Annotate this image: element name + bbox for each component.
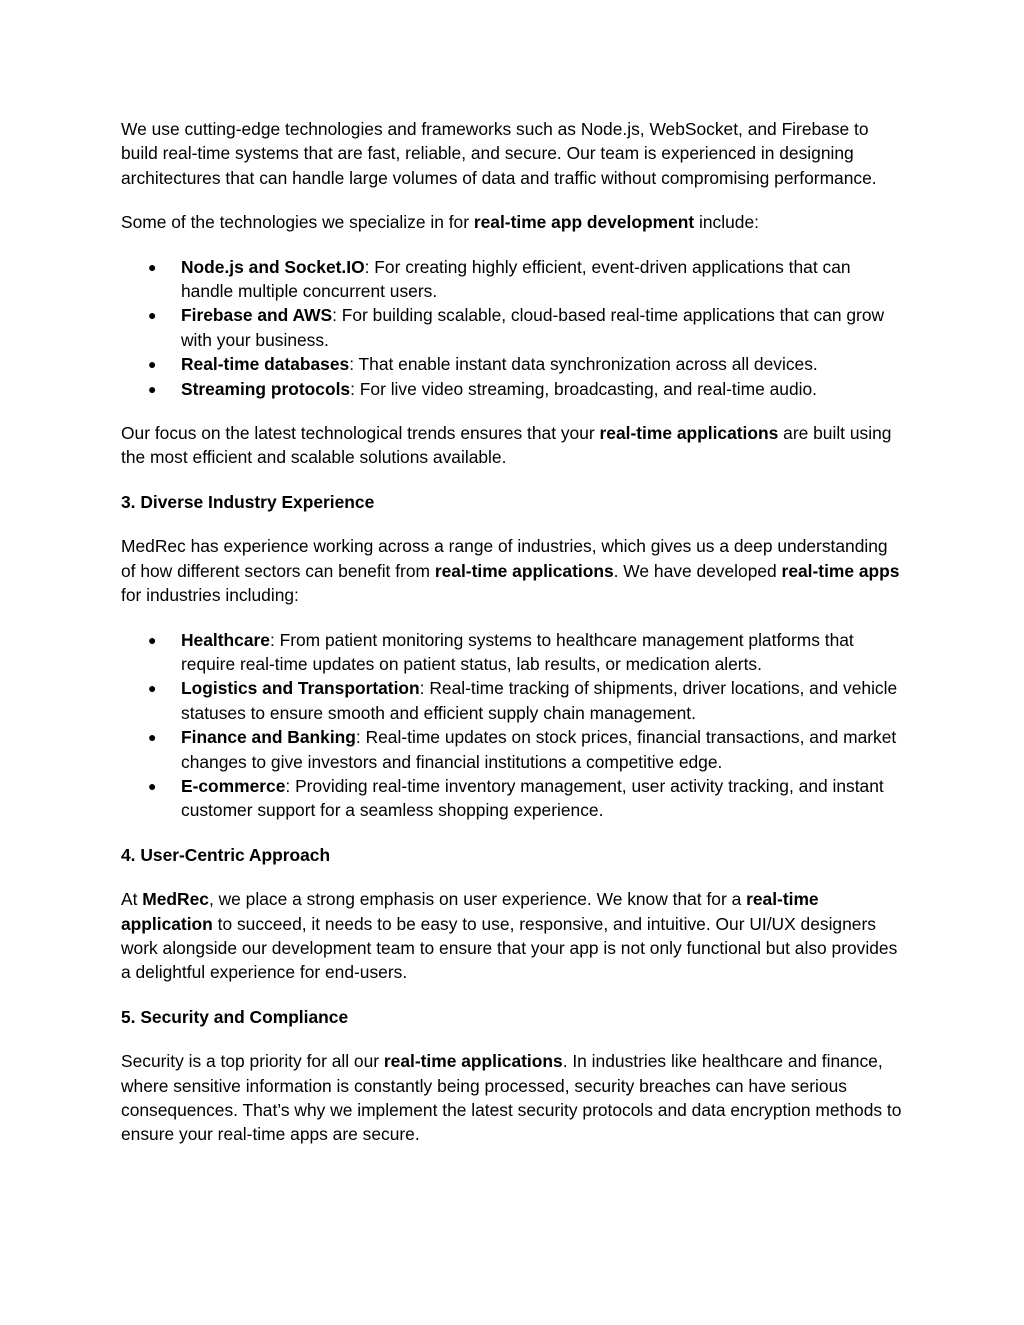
section-heading-user-centric: 4. User-Centric Approach (121, 844, 331, 865)
list-item: ● E-commerce: Providing real-time inventory management, user activity tracking, and instant customer support for a seamless shopping experience. (148, 775, 884, 821)
bullet-icon: ● (148, 258, 157, 275)
bullet-icon: ● (148, 307, 157, 324)
industry-list (121, 628, 904, 823)
bullet-icon: ● (148, 631, 157, 648)
user-centric-paragraph: At MedRec, we place a strong emphasis on user experience. We know that for a real-time application to succeed, it needs to be easy to use, responsive, and intuitive. Our UI/UX designers work alongside our development team to ensure that your app is not only functional but also provides a delightful experience for end-users. (121, 889, 898, 983)
section-heading-security: 5. Security and Compliance (121, 1006, 349, 1027)
list-item: ● Node.js and Socket.IO: For creating highly efficient, event-driven applications that can handle multiple concurrent users. (148, 256, 851, 302)
list-item: ● Healthcare: From patient monitoring systems to healthcare management platforms that require real-time updates on patient status, lab results, or medication alerts. (148, 629, 854, 674)
bullet-icon: ● (148, 680, 157, 697)
bullet-icon: ● (148, 777, 157, 794)
security-paragraph: Security is a top priority for all our real-time applications. In industries like healthcare and finance, where sensitive information is constantly being processed, security breaches can have serious consequences. That’s why we implement the latest security protocols and data encryption methods to ensure your real-time apps are secure. (121, 1051, 902, 1145)
list-item: ● Firebase and AWS: For building scalable, cloud-based real-time applications that can grow with your business. (148, 305, 885, 350)
technology-list (121, 255, 904, 401)
list-item: ● Streaming protocols: For live video streaming, broadcasting, and real-time audio. (121, 377, 904, 401)
industry-paragraph: MedRec has experience working across a range of industries, which gives us a deep understanding of how different sectors can benefit from real-time applications. We have developed real-time apps for industries including: (121, 536, 900, 606)
section-heading-industry-experience: 3. Diverse Industry Experience (121, 491, 375, 512)
bullet-icon: ● (148, 356, 157, 373)
list-item: ● Finance and Banking: Real-time updates on stock prices, financial transactions, and market changes to give investors and financial institutions a competitive edge. (148, 727, 897, 772)
bullet-icon: ● (148, 380, 157, 397)
list-item: ● Real-time databases: That enable instant data synchronization across all devices. (121, 352, 904, 376)
technologies-intro-paragraph: Some of the technologies we specialize in for real-time app development include: (121, 212, 759, 233)
intro-paragraph: We use cutting-edge technologies and frameworks such as Node.js, WebSocket, and Firebase to build real-time systems that are fast, reliable, and secure. Our team is experienced in designing architectures that can handle large volumes of data and traffic without compromising performance. (121, 119, 877, 188)
list-item: ● Logistics and Transportation: Real-time tracking of shipments, driver locations, and vehicle statuses to ensure smooth and efficient supply chain management. (148, 678, 898, 723)
focus-paragraph: Our focus on the latest technological trends ensures that your real-time applications are built using the most efficient and scalable solutions available. (121, 423, 892, 468)
bullet-icon: ● (148, 729, 157, 746)
